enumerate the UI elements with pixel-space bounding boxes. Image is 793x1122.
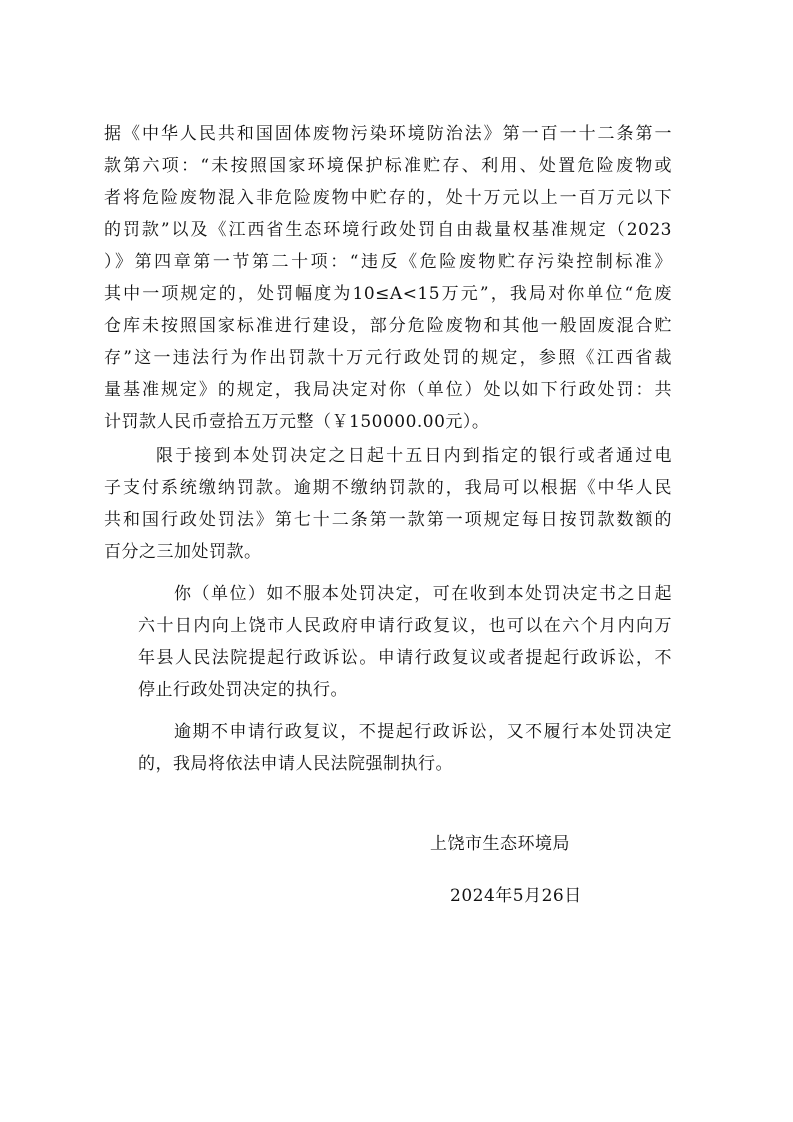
text-line: 据《中华人民共和国固体废物污染环境防治法》第一百一十二条第一 <box>104 124 672 144</box>
text-line: 六十日内向上饶市人民政府申请行政复议，也可以在六个月内向万 <box>138 616 672 636</box>
text-line: 共和国行政处罚法》第七十二条第一款第一项规定每日按罚款数额的 <box>104 510 672 530</box>
text-line: 的，我局将依法申请人民法院强制执行。 <box>138 754 453 774</box>
text-line: 百分之三加处罚款。 <box>104 542 262 562</box>
text-line: ）》第四章第一节第二十项：“违反《危险废物贮存污染控制标准》 <box>104 252 672 272</box>
text-line: 逾期不申请行政复议，不提起行政诉讼，又不履行本处罚决定 <box>174 722 672 742</box>
text-line: 存”这一违法行为作出罚款十万元行政处罚的规定，参照《江西省裁 <box>104 348 672 368</box>
text-line: 年县人民法院提起行政诉讼。申请行政复议或者提起行政诉讼，不 <box>138 648 672 668</box>
text-line: 计罚款人民币壹拾五万元整（￥150000.00元）。 <box>104 412 490 432</box>
text-line: 停止行政处罚决定的执行。 <box>138 680 348 700</box>
text-line: 的罚款”以及《江西省生态环境行政处罚自由裁量权基准规定（2023 <box>104 220 672 240</box>
text-line: 者将危险废物混入非危险废物中贮存的，处十万元以上一百万元以下 <box>104 188 672 208</box>
text-line: 其中一项规定的，处罚幅度为10≤A<15万元”，我局对你单位“危废 <box>104 284 672 304</box>
text-line: 子支付系统缴纳罚款。逾期不缴纳罚款的，我局可以根据《中华人民 <box>104 478 672 498</box>
text-line: 限于接到本处罚决定之日起十五日内到指定的银行或者通过电 <box>156 446 672 466</box>
issue-date: 2024年5月26日 <box>450 886 582 906</box>
text-line: 量基准规定》的规定，我局决定对你（单位）处以如下行政处罚：共 <box>104 380 672 400</box>
text-line: 款第六项：“未按照国家环境保护标准贮存、利用、处置危险废物或 <box>104 156 672 176</box>
text-line: 你（单位）如不服本处罚决定，可在收到本处罚决定书之日起 <box>174 584 672 604</box>
issuing-authority: 上饶市生态环境局 <box>430 834 570 854</box>
text-line: 仓库未按照国家标准进行建设，部分危险废物和其他一般固废混合贮 <box>104 316 672 336</box>
